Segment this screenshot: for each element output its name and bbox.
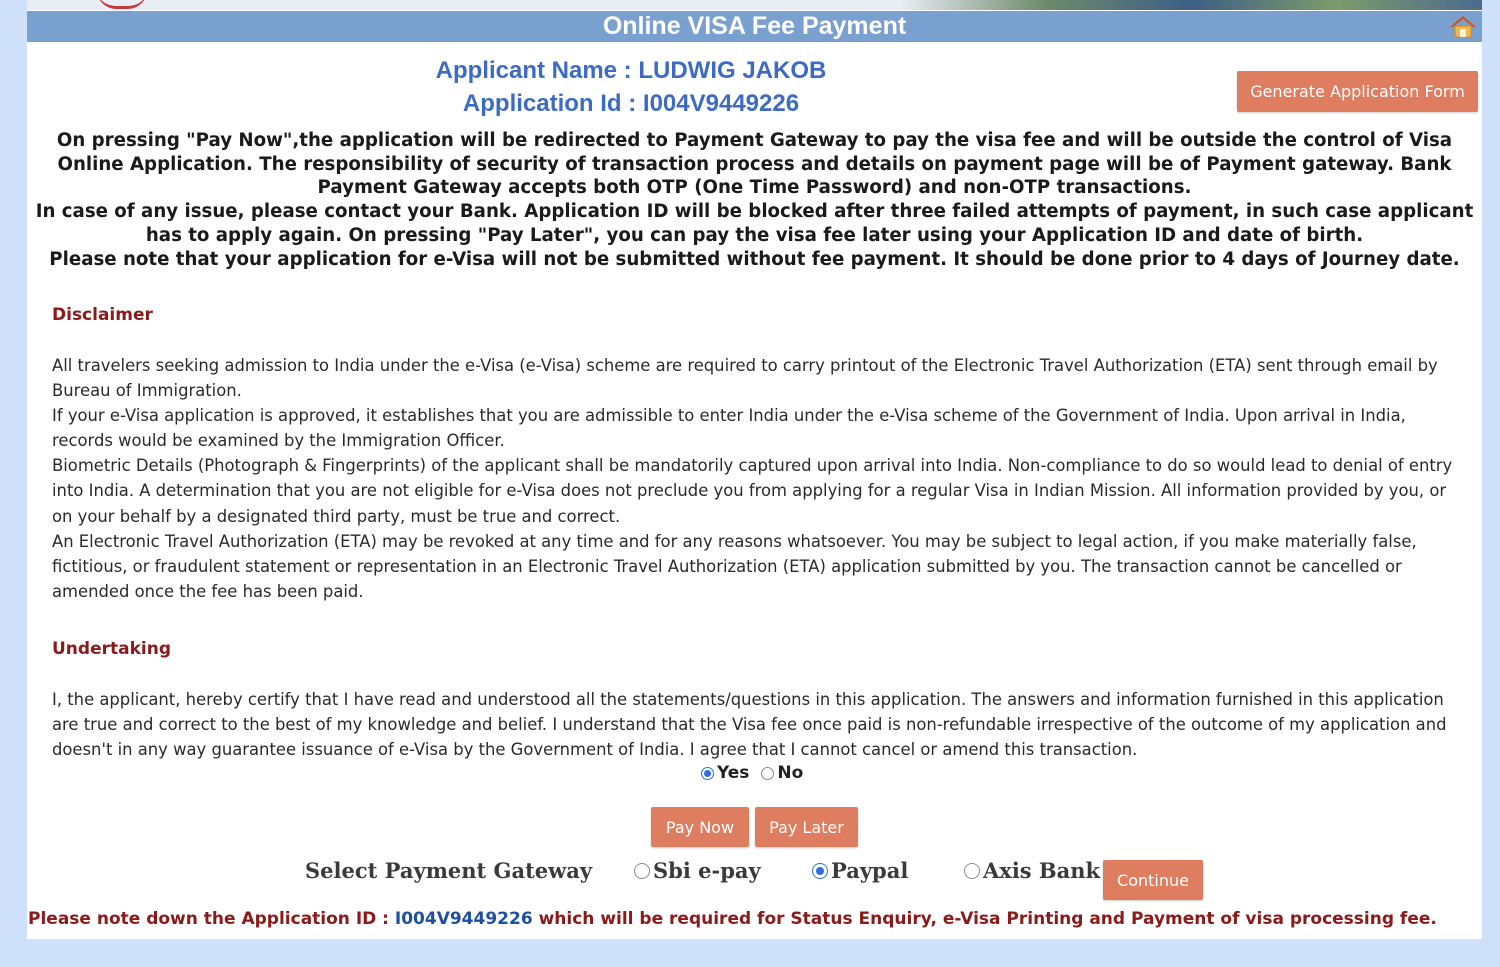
undertaking-heading: Undertaking: [52, 639, 171, 659]
undertaking-paragraph: I, the applicant, hereby certify that I have read and understood all the statements/questions in this application. The answers and information furnished in this application are true and correct to the best of my knowledge and belief. I understand that the Visa fee once paid is non-refundable irrespective of the outcome of my application and doesn't in any way guarantee issuance of e-Visa by the Government of India. I agree that I cannot cancel or amend this transaction.: [52, 690, 1447, 760]
sbi-radio[interactable]: [634, 863, 650, 879]
gateway-option-label: Paypal: [831, 858, 909, 883]
header-banner: [27, 0, 1482, 10]
pay-now-button[interactable]: Pay Now: [651, 807, 749, 847]
axis-radio[interactable]: [964, 863, 980, 879]
disclaimer-paragraph: Biometric Details (Photograph & Fingerprints) of the applicant shall be mandatorily captured upon arrival into India. Non-compliance to do so would lead to denial of entry into India. A determination that you are not eligible for e-Visa does not preclude you from applying for a regular Visa in Indian Mission. All information provided by you, or on your behalf by a designated third party, must be true and correct.: [52, 456, 1453, 526]
no-label: No: [777, 763, 804, 783]
footer-note-suffix: which will be required for Status Enquiry, e-Visa Printing and Payment of visa processing fee.: [532, 909, 1437, 929]
payment-notice: [33, 129, 1476, 271]
notice-paragraph: In case of any issue, please contact your Bank. Application ID will be blocked after three failed attempts of payment, in such case applicant has to apply again. On pressing "Pay Later", you can pay the visa fee later using your Application ID and date of birth.: [35, 201, 1474, 246]
notice-paragraph: On pressing "Pay Now",the application will be redirected to Payment Gateway to pay the visa fee and will be outside the control of Visa Online Application. The responsibility of security of transaction process and details on payment page will be of Payment gateway. Bank Payment Gateway accepts both OTP (One Time Password) and non-OTP transactions.: [56, 130, 1453, 199]
yes-label: Yes: [717, 763, 750, 783]
page-title: Online VISA Fee Payment: [602, 12, 907, 40]
payment-gateway-label: Select Payment Gateway: [305, 858, 593, 883]
undertaking-consent: [701, 763, 803, 783]
gateway-option-label: Sbi e-pay: [653, 858, 761, 883]
undertaking-text: [52, 687, 1462, 762]
generate-application-form-button[interactable]: Generate Application Form: [1237, 71, 1478, 112]
gateway-option-sbi[interactable]: [634, 858, 761, 883]
disclaimer-paragraph: An Electronic Travel Authorization (ETA) may be revoked at any time and for any reasons whatsoever. You may be subject to legal action, if you make materially false, fictitious, or fraudulent statement or representation in an Electronic Travel Authorization (ETA) application submitted by you. The transaction cannot be cancelled or amended once the fee has been paid.: [52, 531, 1417, 601]
footer-note-prefix: Please note down the Application ID :: [28, 909, 395, 929]
home-icon[interactable]: [1449, 14, 1477, 38]
disclaimer-paragraph: All travelers seeking admission to India under the e-Visa (e-Visa) scheme are required to carry printout of the Electronic Travel Authorization (ETA) sent through email by Bureau of Immigration.: [52, 356, 1438, 401]
gateway-option-axis[interactable]: [964, 858, 1100, 883]
pay-later-button[interactable]: Pay Later: [755, 807, 858, 847]
yes-radio[interactable]: [701, 767, 714, 780]
disclaimer-text: [52, 353, 1462, 604]
logo-mark: [97, 0, 147, 9]
disclaimer-heading: Disclaimer: [52, 305, 153, 325]
page-title-bar: [27, 11, 1482, 42]
continue-button[interactable]: Continue: [1103, 860, 1203, 900]
gateway-option-label: Axis Bank: [983, 858, 1101, 883]
applicant-info: [309, 54, 953, 120]
no-radio[interactable]: [761, 767, 774, 780]
application-id: Application Id : I004V9449226: [462, 90, 800, 117]
paypal-radio[interactable]: [812, 863, 828, 879]
disclaimer-paragraph: If your e-Visa application is approved, it establishes that you are admissible to enter India under the e-Visa scheme of the Government of India. Upon arrival in India, records would be examined by the Immigration Officer.: [52, 406, 1406, 451]
payment-card: [27, 10, 1482, 939]
notice-paragraph: Please note that your application for e-Visa will not be submitted without fee payment. It should be done prior to 4 days of Journey date.: [49, 248, 1460, 270]
footer-app-id: I004V9449226: [394, 909, 533, 929]
applicant-name: Applicant Name : LUDWIG JAKOB: [435, 57, 827, 84]
gateway-option-paypal[interactable]: [812, 858, 908, 883]
application-id-note: [28, 909, 1437, 929]
